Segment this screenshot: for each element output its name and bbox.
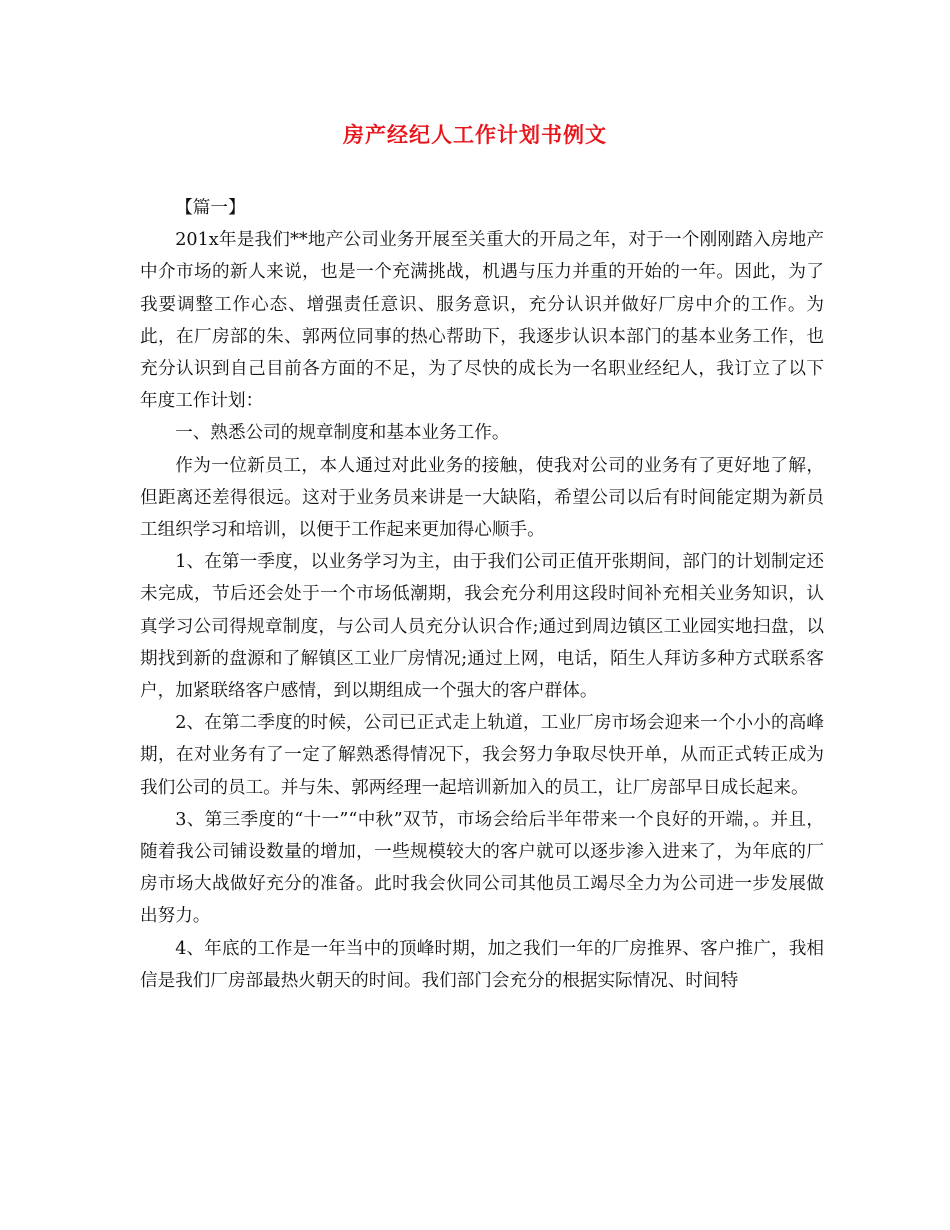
document-body [140,192,824,997]
paragraph: 201x年是我们**地产公司业务开展至关重大的开局之年，对于一个刚刚踏入房地产中介市场的新人来说，也是一个充满挑战，机遇与压力并重的开始的一年。因此，为了我要调整工作心态、增强责任意识、服务意识，充分认识并做好厂房中介的工作。为此，在厂房部的朱、郭两位同事的热心帮助下，我逐步认识本部门的基本业务工作，也充分认识到自己目前各方面的不足，为了尽快的成长为一名职业经纪人，我订立了以下年度工作计划： [140,230,824,412]
paragraph: 2、在第二季度的时候，公司已正式走上轨道，工业厂房市场会迎来一个小小的高峰期，在对业务有了一定了解熟悉得情况下，我会努力争取尽快开单，从而正式转正成为我们公司的员工。并与朱、郭两经理一起培训新加入的员工，让厂房部早日成长起来。 [140,713,824,798]
paragraph: 一、熟悉公司的规章制度和基本业务工作。 [175,423,510,444]
document-title: 房产经纪人工作计划书例文 [343,122,607,147]
section-heading: 【篇一】 [175,198,246,218]
paragraph: 3、第三季度的“十一”“中秋”双节，市场会给后半年带来一个良好的开端，。并且，随着我公司铺设数量的增加，一些规模较大的客户就可以逐步渗入进来了，为年底的厂房市场大战做好充分的准备。此时我会伙同公司其他员工竭尽全力为公司进一步发展做出努力。 [140,809,824,927]
paragraph: 作为一位新员工，本人通过对此业务的接触，使我对公司的业务有了更好地了解，但距离还差得很远。这对于业务员来讲是一大缺陷，希望公司以后有时间能定期为新员工组织学习和培训，以便于工作起来更加得心顺手。 [140,455,824,541]
paragraph: 1、在第一季度，以业务学习为主，由于我们公司正值开张期间，部门的计划制定还未完成，节后还会处于一个市场低潮期，我会充分利用这段时间补充相关业务知识，认真学习公司得规章制度，与公司人员充分认识合作;通过到周边镇区工业园实地扫盘，以期找到新的盘源和了解镇区工业厂房情况;通过上网，电话，陌生人拜访多种方式联系客户，加紧联络客户感情，到以期组成一个强大的客户群体。 [140,552,824,702]
paragraph: 4、年底的工作是一年当中的顶峰时期，加之我们一年的厂房推界、客户推广，我相信是我们厂房部最热火朝天的时间。我们部门会充分的根据实际情况、时间特 [140,938,824,991]
